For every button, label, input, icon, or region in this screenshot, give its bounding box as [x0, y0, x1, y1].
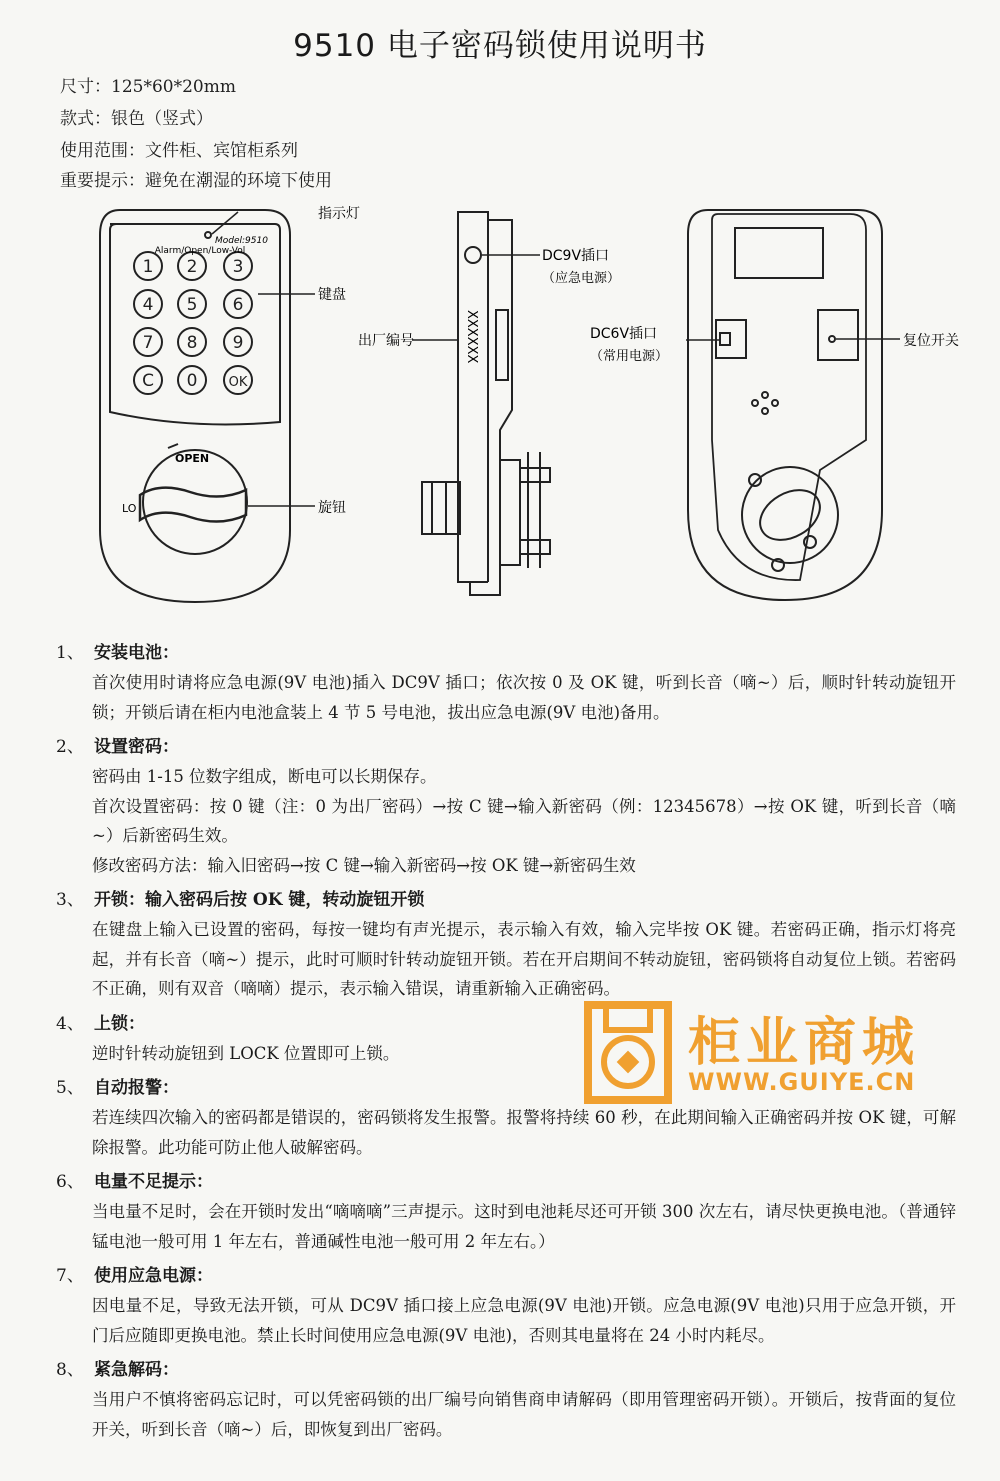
keypad-key-label: 1	[142, 257, 154, 277]
section	[56, 885, 956, 1004]
brand-name: 柜业商城	[688, 1013, 921, 1073]
keypad	[134, 252, 252, 394]
section-heading	[56, 732, 956, 762]
side-view	[422, 212, 550, 595]
watermark	[578, 1000, 978, 1112]
section	[56, 732, 956, 880]
section-title: 开锁：输入密码后按 OK 键，转动旋钮开锁	[94, 890, 425, 910]
section-paragraph: 逆时针转动旋钮到 LOCK 位置即可上锁。	[92, 1043, 400, 1063]
spec-notice: 重要提示：避免在潮湿的环境下使用	[60, 171, 332, 191]
section-paragraph: 首次使用时请将应急电源(9V 电池)插入 DC9V 插口；依次按 0 及 OK 键，听到长音（嘀~）后，顺时针转动旋钮开锁；开锁后请在柜内电池盒装上 4 节 5 号电池，拔出应急电源(9V 电池)备用。	[92, 673, 956, 722]
label-dc6v-sub: （常用电源）	[590, 349, 669, 364]
section-heading	[56, 1167, 956, 1197]
section-paragraph: 若连续四次输入的密码都是错误的，密码锁将发生报警。报警将持续 60 秒，在此期间输入正确密码并按 OK 键，可解除报警。此功能可防止他人破解密码。	[92, 1108, 956, 1157]
spec-style: 款式：银色（竖式）	[60, 109, 213, 129]
section	[56, 1167, 956, 1256]
section-body	[92, 668, 956, 727]
section-heading	[56, 1261, 956, 1291]
keypad-key-label: 6	[232, 295, 244, 315]
keypad-key-label: 8	[186, 333, 198, 353]
brand-url: WWW.GUIYE.CN	[688, 1068, 916, 1096]
section-number: 1、	[56, 643, 84, 663]
document-title: 9510 电子密码锁使用说明书	[293, 28, 707, 64]
section-paragraph: 当用户不慎将密码忘记时，可以凭密码锁的出厂编号向销售商申请解码（即用管理密码开锁）。开锁后，按背面的复位开关，听到长音（嘀~）后，即恢复到出厂密码。	[92, 1390, 956, 1439]
section-body	[92, 1197, 956, 1256]
section-body	[92, 1291, 956, 1350]
section-paragraph: 首次设置密码：按 0 键（注：0 为出厂密码）→按 C 键→输入新密码（例：12345678）→按 OK 键，听到长音（嘀~）后新密码生效。	[92, 796, 956, 845]
section-paragraph: 修改密码方法：输入旧密码→按 C 键→输入新密码→按 OK 键→新密码生效	[92, 855, 636, 875]
section-number: 6、	[56, 1172, 84, 1192]
section-paragraph: 密码由 1-15 位数字组成，断电可以长期保存。	[92, 767, 437, 786]
keypad-key-label: 4	[142, 295, 154, 315]
section	[56, 638, 956, 727]
lock-label: LO	[122, 502, 137, 515]
section	[56, 1355, 956, 1444]
section-number: 2、	[56, 737, 84, 757]
lock-diagram	[0, 190, 1000, 620]
section-number: 5、	[56, 1078, 84, 1098]
section-heading	[56, 1355, 956, 1385]
section-title: 设置密码：	[94, 737, 179, 757]
keypad-key-label: OK	[228, 375, 248, 390]
keypad-key-label: 2	[186, 257, 198, 277]
section-number: 3、	[56, 890, 84, 910]
label-dc9v: DC9V插口	[542, 248, 610, 264]
section-number: 4、	[56, 1013, 84, 1034]
section-paragraph: 当电量不足时，会在开锁时发出“嘀嘀嘀”三声提示。这时到电池耗尽还可开锁 300 次左右，请尽快更换电池。（普通锌锰电池一般可用 1 年左右，普通碱性电池一般可用 2 年左右。）	[92, 1202, 956, 1251]
keypad-key-label: 3	[232, 257, 244, 277]
status-label: Alarm/Open/Low-Vol	[154, 246, 246, 256]
section-number: 8、	[56, 1360, 84, 1380]
section-body	[92, 762, 956, 880]
section-title: 安装电池：	[94, 643, 179, 663]
label-dc9v-sub: （应急电源）	[542, 271, 621, 286]
spec-usage: 使用范围：文件柜、宾馆柜系列	[60, 141, 298, 161]
keypad-key-label: 7	[142, 333, 154, 353]
spec-size: 尺寸：125*60*20mm	[60, 77, 236, 97]
back-view	[688, 210, 882, 600]
keypad-key-label: 0	[186, 371, 198, 391]
section	[56, 1261, 956, 1350]
label-serial: 出厂编号	[358, 333, 414, 349]
section-number: 7、	[56, 1266, 84, 1286]
open-label: OPEN	[175, 452, 210, 465]
keypad-key-label: 9	[232, 333, 244, 353]
label-reset: 复位开关	[903, 333, 959, 349]
model-label: Model:9510	[215, 236, 268, 246]
section-title: 使用应急电源：	[94, 1266, 213, 1286]
label-dc6v: DC6V插口	[590, 326, 658, 342]
brand-logo-icon	[578, 1000, 678, 1112]
section-heading	[56, 638, 956, 668]
section-heading	[56, 885, 956, 915]
label-indicator: 指示灯	[318, 206, 360, 222]
section-body	[92, 915, 956, 1004]
keypad-key-label: C	[142, 371, 154, 391]
section-title: 自动报警：	[94, 1078, 179, 1098]
section-paragraph: 因电量不足，导致无法开锁，可从 DC9V 插口接上应急电源(9V 电池)开锁。应急电源(9V 电池)只用于应急开锁，开门后应随即更换电池。禁止长时间使用应急电源(9V 电池)，否则其电量将在 24 小时内耗尽。	[92, 1296, 956, 1345]
keypad-key-label: 5	[186, 295, 198, 315]
label-keypad: 键盘	[318, 287, 346, 303]
serial-number: XXXXXX	[464, 310, 479, 364]
section-title: 电量不足提示：	[94, 1172, 213, 1192]
section-body	[92, 1385, 956, 1444]
section-paragraph: 在键盘上输入已设置的密码，每按一键均有声光提示，表示输入有效，输入完毕按 OK 键。若密码正确，指示灯将亮起，并有长音（嘀~）提示，此时可顺时针转动旋钮开锁。若在开启期间不转动旋钮，密码锁将自动复位上锁。若密码不正确，则有双音（嘀嘀）提示，表示输入错误，请重新输入正确密码。	[92, 920, 956, 998]
section-title: 紧急解码：	[94, 1360, 179, 1380]
section-title: 上锁：	[94, 1013, 145, 1034]
label-knob: 旋钮	[318, 500, 346, 516]
